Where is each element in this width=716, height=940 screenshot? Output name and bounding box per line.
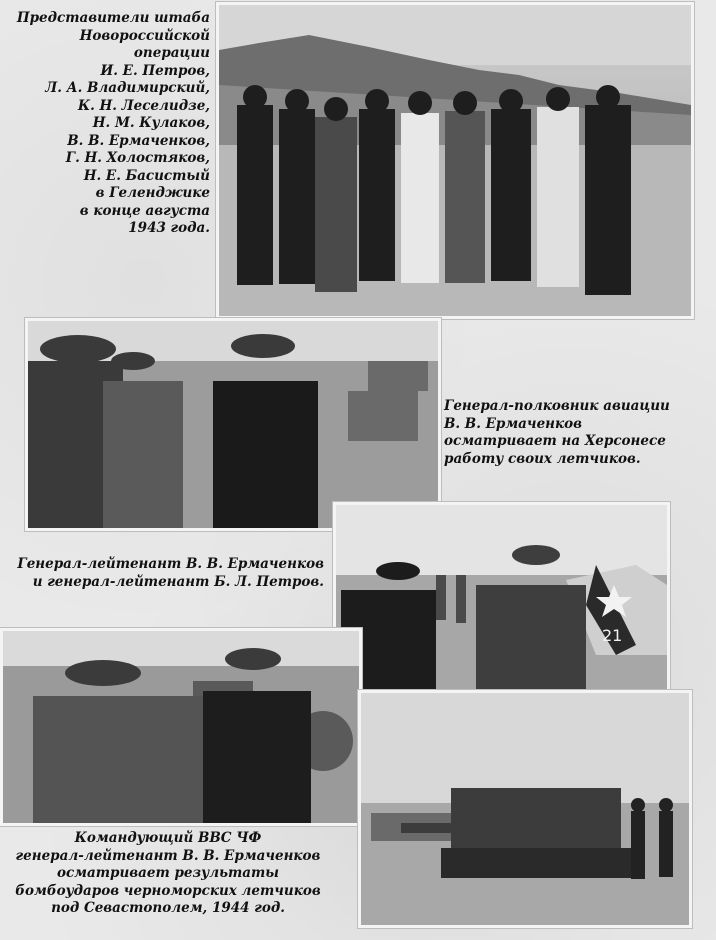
photo-chersonese-inspection	[25, 318, 441, 531]
two-generals-illustration	[336, 505, 667, 712]
caption-chersonese: Генерал-полковник авиации В. В. Ермаченков осматривает на Херсонесе работу своих летчиков.	[444, 398, 670, 467]
photo-staff-group	[216, 2, 694, 319]
photo-destroyed-tank	[358, 690, 692, 928]
field-inspection-illustration	[3, 631, 359, 823]
caption-staff: Представители штаба Новороссийской операции И. Е. Петров, Л. А. Владимирский, К. Н. Леселидзе, Н. М. Кулаков, В. В. Ермаченков, Г. Н. Холостяков, Н. Е. Басистый в Геленджике в конце августа 1943 года.	[16, 10, 210, 236]
caption-generals: Генерал-лейтенант В. В. Ермаченков и генерал-лейтенант Б. Л. Петров.	[17, 556, 324, 590]
photo-field-inspection	[0, 628, 362, 826]
photo-two-generals	[333, 502, 670, 715]
chersonese-illustration	[28, 321, 438, 528]
staff-group-illustration	[219, 5, 691, 316]
caption-commander: Командующий ВВС ЧФ генерал-лейтенант В. В. Ермаченков осматривает результаты бомбоударов черноморских летчиков под Севастополем, 1944 год.	[15, 830, 321, 916]
plane-number: 21	[602, 626, 623, 645]
tank-illustration	[361, 693, 689, 925]
